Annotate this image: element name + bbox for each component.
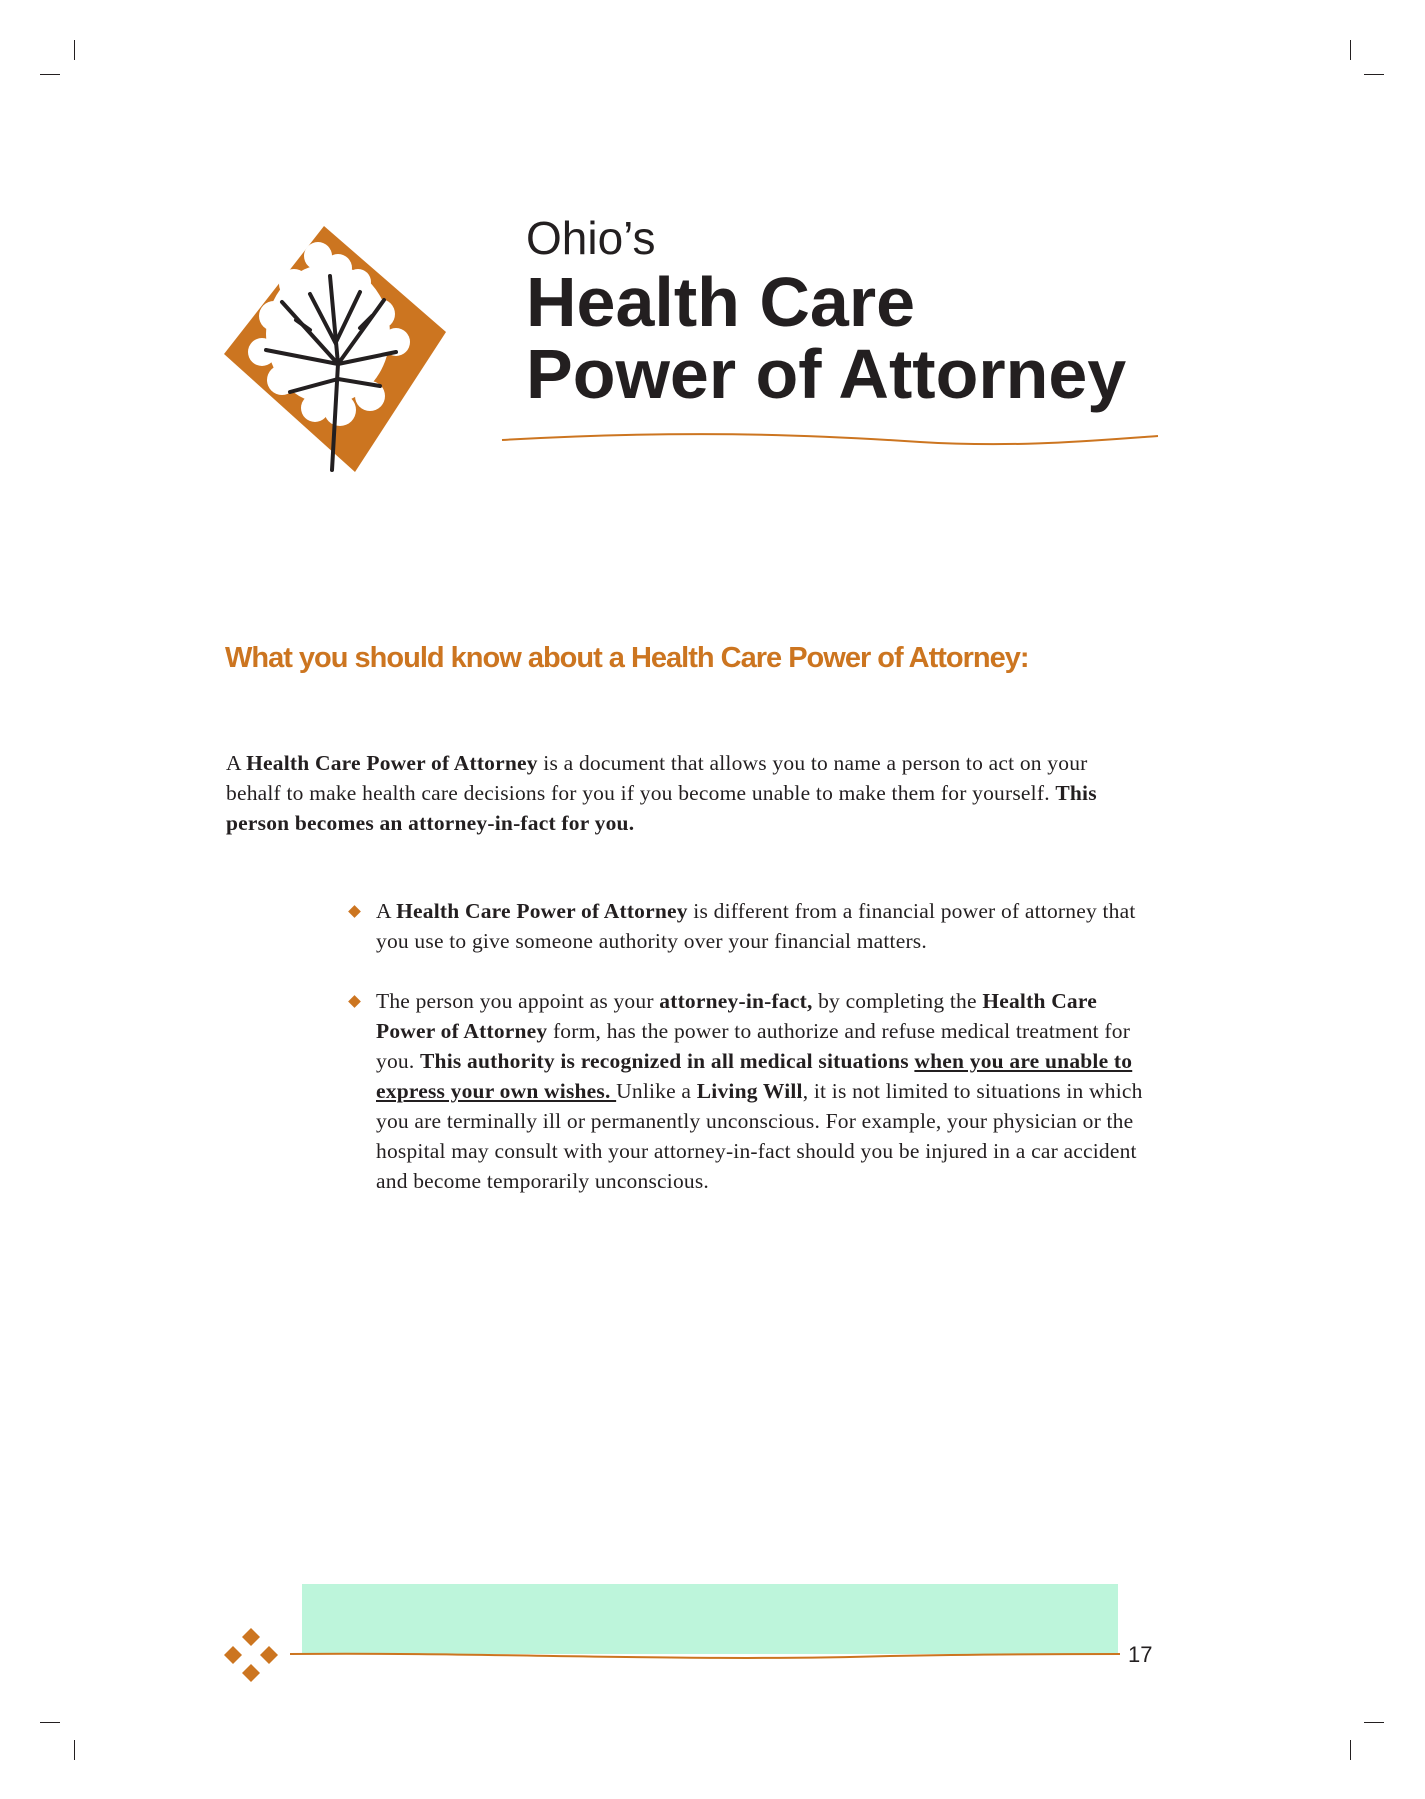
crop-mark-top-right — [1350, 40, 1351, 60]
title-underline — [500, 426, 1160, 452]
maple-leaf-diamond-icon — [220, 224, 450, 474]
list-item: The person you appoint as your attorney-in-fact, by completing the Health Care Power of Attorney form, has the power to authorize and refuse medical treatment for you. This authority is recognized in all medical situations when you are unable to express your own wishes. Unlike a Living Will, it is not limited to situations in which you are terminally ill or permanently unconscious. For example, your physician or the hospital may consult with your attorney-in-fact should you be injured in a car accident and become temporarily unconscious. — [350, 986, 1150, 1196]
title-line-2: Power of Attorney — [526, 335, 1127, 413]
diamond-bullet-icon — [348, 995, 361, 1008]
page-number: 17 — [1128, 1642, 1153, 1667]
crop-mark-top-left — [40, 74, 60, 75]
diamond-bullet-icon — [348, 905, 361, 918]
crop-mark-bottom-right — [1350, 1740, 1351, 1760]
intro-paragraph: A Health Care Power of Attorney is a document that allows you to name a person to act on your behalf to make health care decisions for you if you become unable to make them for yourself. This person becomes an attorney-in-fact for you. — [226, 751, 1097, 835]
crop-mark-bottom-left — [74, 1740, 75, 1760]
section-heading: What you should know about a Health Care Power of Attorney: — [225, 642, 1029, 674]
title-line-1: Health Care — [526, 263, 916, 341]
footer-highlight-box — [302, 1584, 1118, 1654]
four-diamonds-icon — [222, 1626, 280, 1684]
title-ohio: Ohio’s — [526, 212, 656, 264]
title-block — [526, 210, 1127, 413]
list-item: A Health Care Power of Attorney is different from a financial power of attorney that you use to give someone authority over your financial matters. — [350, 896, 1150, 956]
footer-rule — [290, 1648, 1120, 1664]
crop-mark-top-left — [74, 40, 75, 60]
crop-mark-bottom-right — [1364, 1722, 1384, 1723]
crop-mark-bottom-left — [40, 1722, 60, 1723]
bullet-list — [350, 896, 1150, 1226]
crop-mark-top-right — [1364, 74, 1384, 75]
